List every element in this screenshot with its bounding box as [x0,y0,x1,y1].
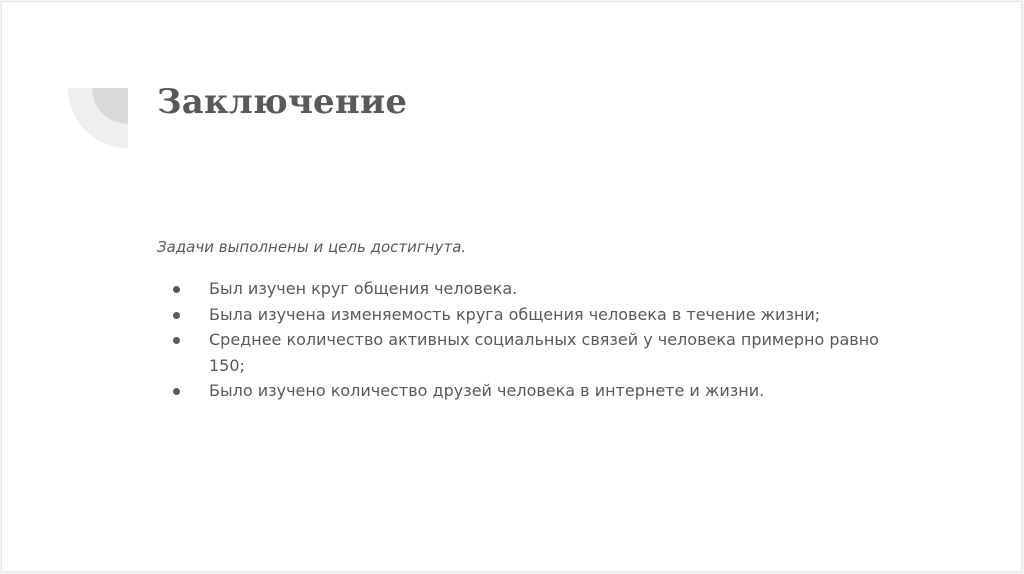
slide [1,1,1022,572]
bullet-list [157,276,917,404]
lead-text: Задачи выполнены и цель достигнута. [157,238,467,256]
bullet-icon [173,337,180,344]
list-item-text: Была изучена изменяемость круга общения человека в течение жизни; [209,304,821,324]
list-item [157,378,919,404]
list-item [157,276,919,302]
bullet-icon [173,388,180,395]
list-item-text: Был изучен круг общения человека. [209,279,518,298]
bullet-icon [173,286,180,293]
list-item [157,327,919,378]
slide-body [157,234,917,404]
slide-title: Заключение [157,82,408,122]
list-item-text: Среднее количество активных социальных связей у человека примерно равно 150; [209,330,879,375]
quarter-circle-decoration [68,88,128,148]
list-item [157,302,919,328]
bullet-icon [173,312,180,319]
list-item-text: Было изучено количество друзей человека в интернете и жизни. [209,381,765,400]
